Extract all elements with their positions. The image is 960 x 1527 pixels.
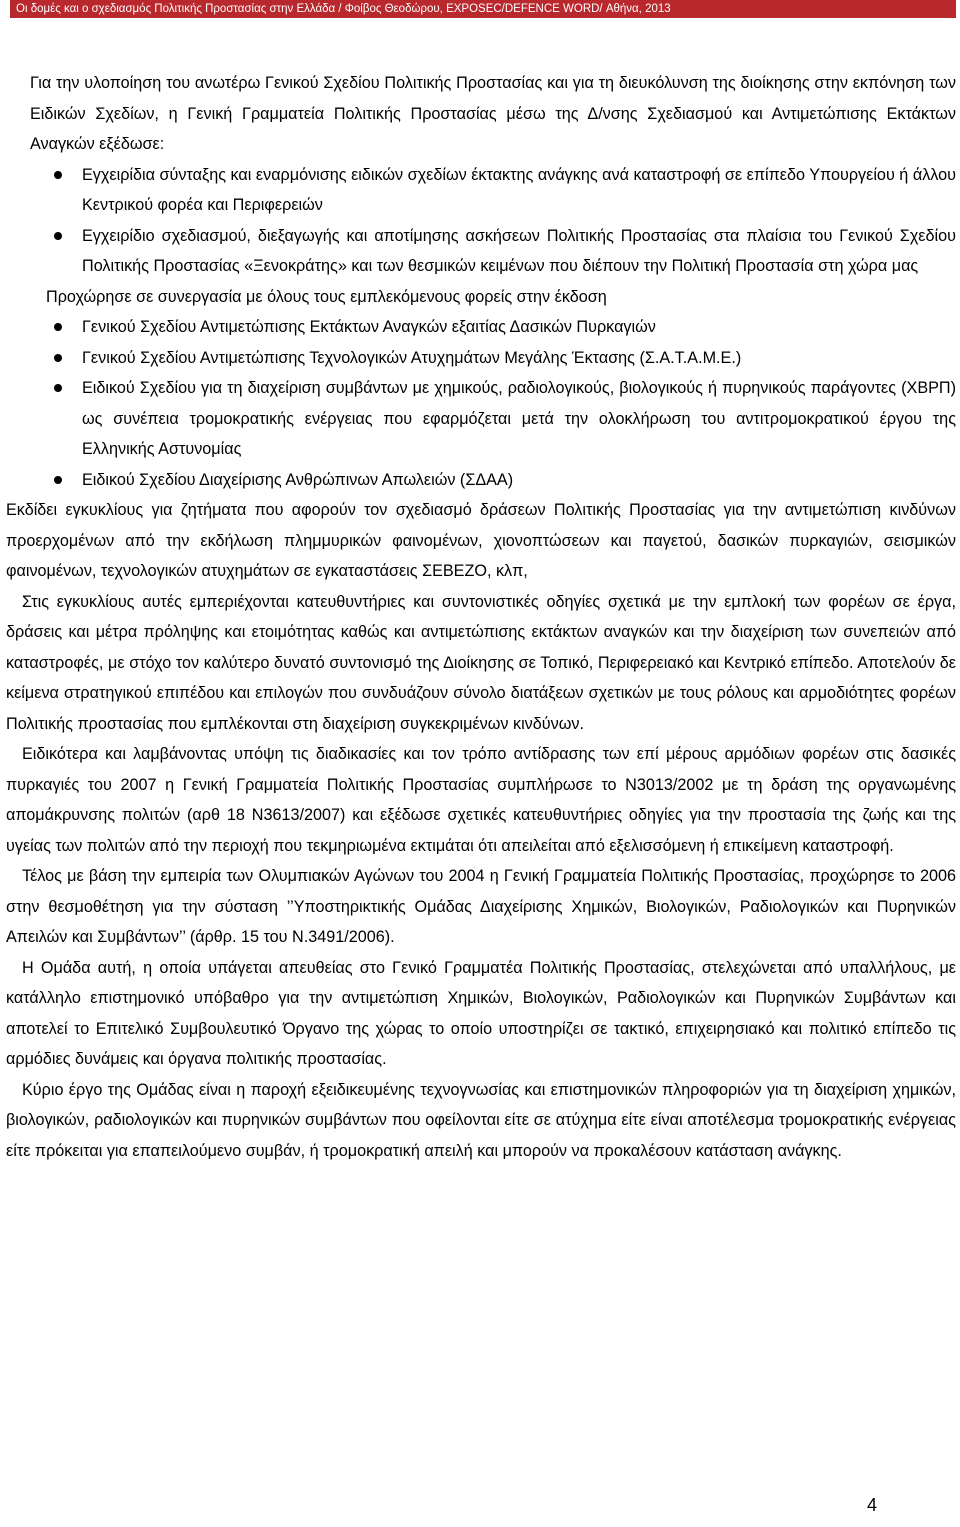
list-item: Εγχειρίδιο σχεδιασμού, διεξαγωγής και αποτίμησης ασκήσεων Πολιτικής Προστασίας στα πλαίσια του Γενικού Σχεδίου Πολιτικής Προστασίας «Ξενοκράτης» και των θεσμικών κειμένων που διέπουν την Πολιτική Προστασία στη χώρα μας xyxy=(6,221,956,282)
plans-list xyxy=(6,312,956,495)
body-paragraph: Η Ομάδα αυτή, η οποία υπάγεται απευθείας στο Γενικό Γραμματέα Πολιτικής Προστασίας, στελεχώνεται από υπαλλήλους, με κατάλληλο επιστημονικό υπόβαθρο για την αντιμετώπιση Χημικών, Βιολογικών, Ραδιολογικών και Πυρηνικών Συμβάντων και αποτελεί το Επιτελικό Συμβουλευτικό Όργανο της χώρας το οποίο υποστηρίζει σε τακτικό, επιχειρησιακό και πολιτικό επίπεδο τις αρμόδιες δυνάμεις και όργανα πολιτικής προστασίας. xyxy=(6,958,956,1068)
bullet-icon xyxy=(54,323,62,331)
list-item: Ειδικού Σχεδίου για τη διαχείριση συμβάντων με χημικούς, ραδιολογικούς, βιολογικούς ή πυρηνικούς παράγοντες (ΧΒΡΠ) ως συνέπεια τρομοκρατικής ενέργειας που εφαρμόζεται μετά την ολοκλήρωση του αντιτρομοκρατικού έργου της Ελληνικής Αστυνομίας xyxy=(6,373,956,465)
body-paragraph: Στις εγκυκλίους αυτές εμπεριέχονται κατευθυντήριες και συντονιστικές οδηγίες σχετικά με την εμπλοκή των φορέων σε έργα, δράσεις και μέτρα πρόληψης και ετοιμότητας καθώς και αντιμετώπισης εκτάκτων αναγκών και την διαχείριση των συνεπειών από καταστροφές, με στόχο τον καλύτερο δυνατό συντονισμό της Διοίκησης σε Τοπικό, Περιφερειακό και Κεντρικό επίπεδο. Αποτελούν δε κείμενα στρατηγικού επιπέδου και επιλογών που συνδυάζουν σύνολο διατάξεων σχετικών με τους ρόλους και αρμοδιότητες φορέων Πολιτικής προστασίας που εμπλέκονται στη διαχείριση συγκεκριμένων κινδύνων. xyxy=(6,592,956,733)
list-item: Εγχειρίδια σύνταξης και εναρμόνισης ειδικών σχεδίων έκτακτης ανάγκης ανά καταστροφή σε επίπεδο Υπουργείου ή άλλου Κεντρικού φορέα και Περιφερειών xyxy=(6,160,956,221)
page-number: 4 xyxy=(867,1495,878,1515)
body-paragraph: Ειδικότερα και λαμβάνοντας υπόψη τις διαδικασίες και τον τρόπο αντίδρασης των επί μέρους αρμόδιων φορέων στις δασικές πυρκαγιές του 2007 η Γενική Γραμματεία Πολιτικής Προστασίας συμπλήρωσε το Ν3013/2002 με τη δράση της οργανωμένης απομάκρυνσης πολιτών (αρθ 18 Ν3613/2007) και εξέδωσε σχετικές κατευθυντήριες οδηγίες για την προστασία της ζωής και της υγείας των πολιτών από την περιοχή που τεκμηριωμένα εκτιμάται ότι απειλείται από εξελισσόμενη ή επικείμενη καταστροφή. xyxy=(6,745,956,855)
bullet-icon xyxy=(54,232,62,240)
document-body xyxy=(6,68,956,1166)
intro-paragraph: Για την υλοποίηση του ανωτέρω Γενικού Σχεδίου Πολιτικής Προστασίας και για τη διευκόλυνση της διοίκησης στην εκπόνηση των Ειδικών Σχεδίων, η Γενική Γραμματεία Πολιτικής Προστασίας μέσω της Δ/νσης Σχεδιασμού και Αντιμετώπισης Εκτάκτων Αναγκών εξέδωσε: xyxy=(30,74,956,153)
body-paragraph: Κύριο έργο της Ομάδας είναι η παροχή εξειδικευμένης τεχνογνωσίας και επιστημονικών πληροφοριών για τη διαχείριση χημικών, βιολογικών, ραδιολογικών και πυρηνικών συμβάντων που οφείλονται είτε σε ατύχημα είτε είναι αποτέλεσμα τρομοκρατικής ενέργειας είτε πρόκειται για επαπειλούμενο συμβάν, ή τρομοκρατική απειλή και μπορούν να προκαλέσουν κατάσταση ανάγκης. xyxy=(6,1080,956,1160)
bullet-icon xyxy=(54,476,62,484)
list-item: Γενικού Σχεδίου Αντιμετώπισης Εκτάκτων Αναγκών εξαιτίας Δασικών Πυρκαγιών xyxy=(6,312,956,343)
list-item: Ειδικού Σχεδίου Διαχείρισης Ανθρώπινων Απωλειών (ΣΔΑΑ) xyxy=(6,465,956,496)
manuals-list xyxy=(6,160,956,282)
bullet-icon xyxy=(54,354,62,362)
bullet-icon xyxy=(54,384,62,392)
list-item: Γενικού Σχεδίου Αντιμετώπισης Τεχνολογικών Ατυχημάτων Μεγάλης Έκτασης (Σ.Α.Τ.Α.Μ.Ε.) xyxy=(6,343,956,374)
running-header: Οι δομές και ο σχεδιασμός Πολιτικής Προστασίας στην Ελλάδα / Φοίβος Θεοδώρου, EXPOSEC/DEFENCE WORD/ Αθήνα, 2013 xyxy=(10,0,956,18)
proxorise-paragraph: Προχώρησε σε συνεργασία με όλους τους εμπλεκόμενους φορείς στην έκδοση xyxy=(46,287,607,306)
body-paragraph: Τέλος με βάση την εμπειρία των Ολυμπιακών Αγώνων του 2004 η Γενική Γραμματεία Πολιτικής Προστασίας, προχώρησε το 2006 στην θεσμοθέτηση για την σύσταση ’’Υποστηρικτικής Ομάδας Διαχείρισης Χημικών, Βιολογικών, Ραδιολογικών και Πυρηνικών Απειλών και Συμβάντων’’ (άρθρ. 15 του Ν.3491/2006). xyxy=(6,867,956,946)
body-paragraph: Εκδίδει εγκυκλίους για ζητήματα που αφορούν τον σχεδιασμό δράσεων Πολιτικής Προστασίας για την αντιμετώπιση κινδύνων προερχομένων από την εκδήλωση πλημμυρικών φαινομένων, χιονοπτώσεων και παγετού, δασικών πυρκαγιών, σεισμικών φαινομένων, τεχνολογικών ατυχημάτων σε εγκαταστάσεις ΣΕΒΕΖΟ, κλπ, xyxy=(6,501,956,580)
bullet-icon xyxy=(54,171,62,179)
